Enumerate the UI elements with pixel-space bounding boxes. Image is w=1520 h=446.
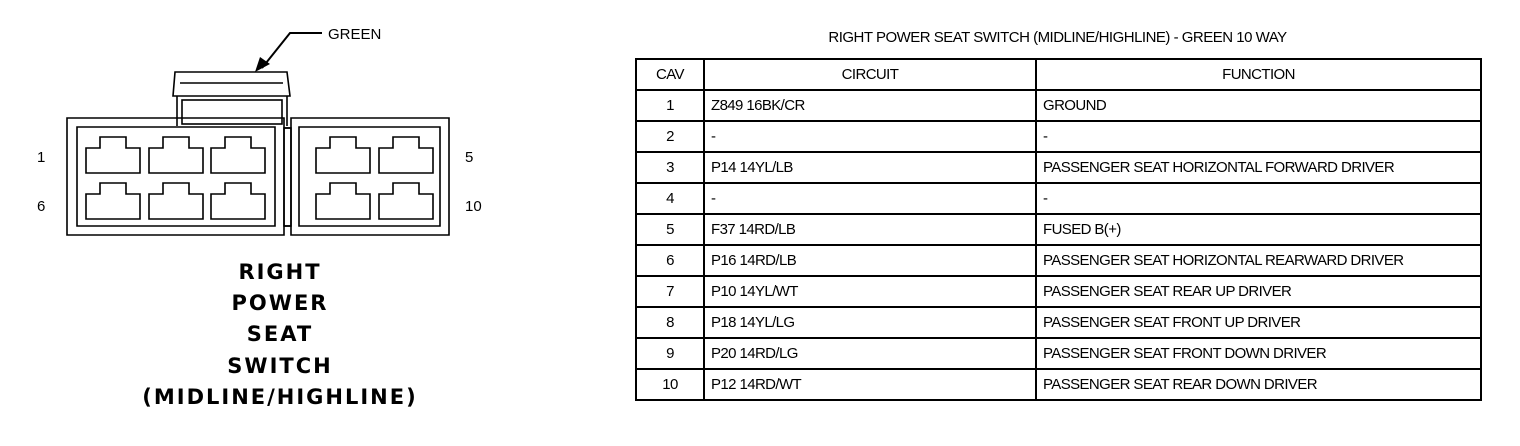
circuit-cell: P12 14RD/WT <box>704 369 1036 400</box>
cav-cell: 3 <box>636 152 704 183</box>
circuit-cell: P10 14YL/WT <box>704 276 1036 307</box>
cav-cell: 10 <box>636 369 704 400</box>
cav-cell: 1 <box>636 90 704 121</box>
table-row <box>636 152 1481 183</box>
function-cell: PASSENGER SEAT HORIZONTAL FORWARD DRIVER <box>1036 152 1481 183</box>
pin-label-1: 1 <box>37 149 46 166</box>
connector-title-line-2: POWER <box>231 291 329 315</box>
function-cell: PASSENGER SEAT REAR UP DRIVER <box>1036 276 1481 307</box>
cavity-1 <box>86 137 140 173</box>
circuit-cell: F37 14RD/LB <box>704 214 1036 245</box>
cavity-4 <box>316 137 370 173</box>
function-cell: - <box>1036 183 1481 214</box>
header-cav: CAV <box>636 59 704 90</box>
connector-title-line-5: (MIDLINE/HIGHLINE) <box>142 385 418 409</box>
cavity-6 <box>86 183 140 219</box>
cavity-10 <box>379 183 433 219</box>
table-row <box>636 338 1481 369</box>
header-function: FUNCTION <box>1036 59 1481 90</box>
pin-label-6: 6 <box>37 198 46 215</box>
connector-body <box>67 118 449 235</box>
circuit-cell: - <box>704 121 1036 152</box>
function-cell: PASSENGER SEAT FRONT UP DRIVER <box>1036 307 1481 338</box>
cav-cell: 7 <box>636 276 704 307</box>
circuit-cell: P16 14RD/LB <box>704 245 1036 276</box>
cavity-3 <box>211 137 265 173</box>
cav-cell: 4 <box>636 183 704 214</box>
function-cell: FUSED B(+) <box>1036 214 1481 245</box>
cavity-grid <box>86 128 433 226</box>
connector-diagram <box>0 0 620 446</box>
cav-cell: 6 <box>636 245 704 276</box>
table-row <box>636 90 1481 121</box>
connector-title-line-1: RIGHT <box>238 260 322 284</box>
housing-divider <box>284 128 291 226</box>
pin-label-10: 10 <box>465 198 482 215</box>
circuit-cell: P14 14YL/LB <box>704 152 1036 183</box>
table-row <box>636 121 1481 152</box>
cavity-9 <box>316 183 370 219</box>
function-cell: PASSENGER SEAT FRONT DOWN DRIVER <box>1036 338 1481 369</box>
circuit-cell: P18 14YL/LG <box>704 307 1036 338</box>
cavity-7 <box>149 183 203 219</box>
pinout-table-section <box>635 26 1480 401</box>
cav-cell: 2 <box>636 121 704 152</box>
cav-cell: 9 <box>636 338 704 369</box>
function-cell: PASSENGER SEAT REAR DOWN DRIVER <box>1036 369 1481 400</box>
table-row <box>636 183 1481 214</box>
green-leader-line <box>262 33 322 68</box>
cav-cell: 5 <box>636 214 704 245</box>
cavity-2 <box>149 137 203 173</box>
table-row <box>636 307 1481 338</box>
table-caption: RIGHT POWER SEAT SWITCH (MIDLINE/HIGHLINE) - GREEN 10 WAY <box>828 29 1287 46</box>
cavity-5 <box>379 137 433 173</box>
wire-color-label: GREEN <box>328 26 382 43</box>
table-header-row <box>636 59 1481 90</box>
connector-title-line-4: SWITCH <box>227 354 333 378</box>
circuit-cell: P20 14RD/LG <box>704 338 1036 369</box>
table-row <box>636 276 1481 307</box>
connector-title-line-3: SEAT <box>246 322 314 346</box>
table-row <box>636 369 1481 400</box>
pinout-table <box>635 58 1482 401</box>
header-circuit: CIRCUIT <box>704 59 1036 90</box>
function-cell: PASSENGER SEAT HORIZONTAL REARWARD DRIVER <box>1036 245 1481 276</box>
function-cell: GROUND <box>1036 90 1481 121</box>
cav-cell: 8 <box>636 307 704 338</box>
cavity-8 <box>211 183 265 219</box>
table-row <box>636 214 1481 245</box>
pin-label-5: 5 <box>465 149 474 166</box>
circuit-cell: Z849 16BK/CR <box>704 90 1036 121</box>
function-cell: - <box>1036 121 1481 152</box>
table-row <box>636 245 1481 276</box>
circuit-cell: - <box>704 183 1036 214</box>
